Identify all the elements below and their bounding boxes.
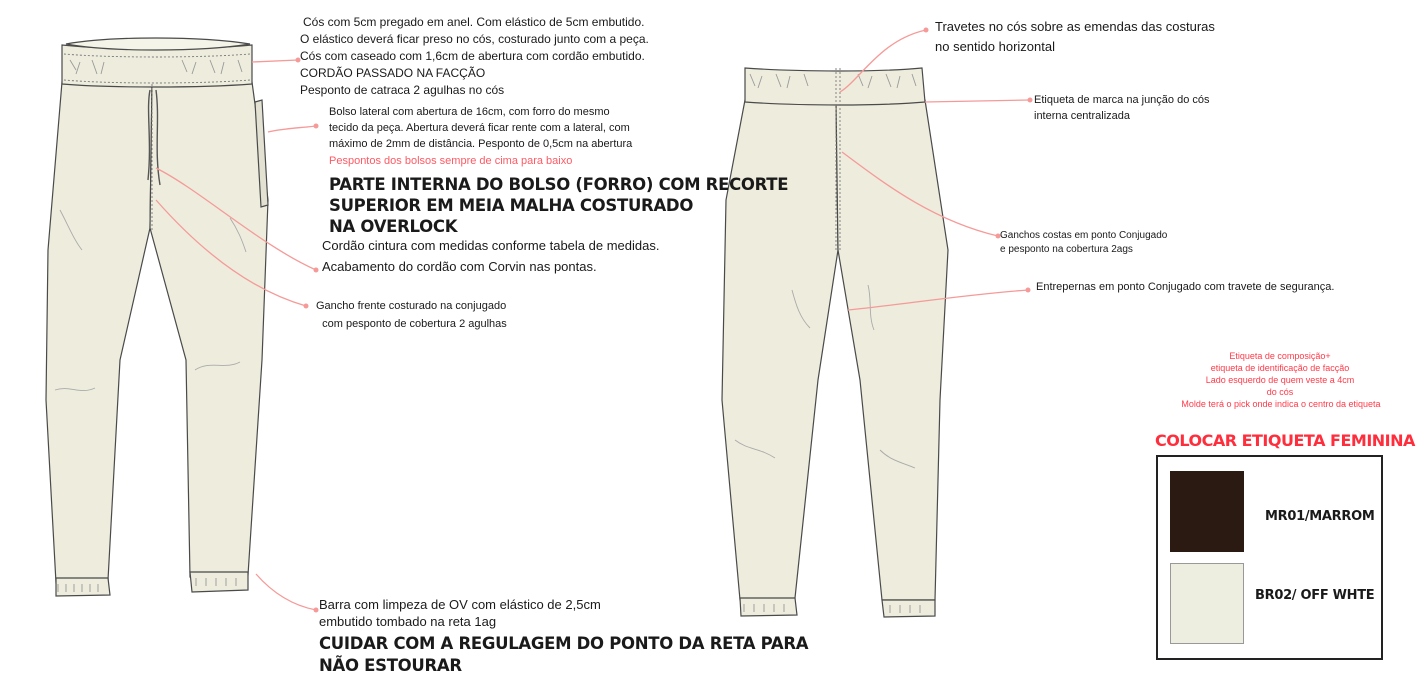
- note-ganchos-costas-1: Ganchos costas em ponto Conjugado: [1000, 230, 1168, 241]
- note-ganchos-costas-2: e pesponto na cobertura 2ags: [1000, 244, 1133, 255]
- note-waistband-2: O elástico deverá ficar preso no cós, costurado junto com a peça.: [300, 32, 649, 46]
- label-spec-5: Molde terá o pick onde indica o centro da etiqueta: [1181, 399, 1381, 409]
- back-waistband: [745, 68, 925, 105]
- swatch-marrom-label: MR01/MARROM: [1265, 509, 1375, 524]
- note-pocket-bold-1: PARTE INTERNA DO BOLSO (FORRO) COM RECORTE: [329, 175, 789, 194]
- label-spec-4: do cós: [1266, 387, 1294, 397]
- front-left-leg: [46, 82, 152, 583]
- front-left-cuff: [56, 578, 110, 596]
- label-spec-3: Lado esquerdo de quem veste a 4cm: [1205, 375, 1355, 385]
- note-etiqueta-2: interna centralizada: [1034, 110, 1131, 122]
- note-travetes-1: Travetes no cós sobre as emendas das costuras: [935, 19, 1215, 34]
- swatch-off-white-label: BR02/ OFF WHTE: [1255, 588, 1375, 603]
- swatch-off-white: [1170, 563, 1244, 644]
- note-pocket-1: Bolso lateral com abertura de 16cm, com forro do mesmo: [329, 106, 610, 118]
- note-waistband-5: Pesponto de catraca 2 agulhas no cós: [300, 83, 505, 97]
- note-pocket-3: máximo de 2mm de distância. Pesponto de 0,5cm na abertura: [329, 138, 633, 150]
- note-waistband-4: CORDÃO PASSADO NA FACÇÃO: [300, 66, 486, 80]
- back-pants-drawing: [722, 68, 948, 617]
- note-pocket-2: tecido da peça. Abertura deverá ficar rente com a lateral, com: [329, 122, 630, 134]
- note-pocket-bold-3: NA OVERLOCK: [329, 217, 458, 236]
- label-heading: COLOCAR ETIQUETA FEMININA: [1155, 431, 1415, 450]
- note-gancho-2: com pesponto de cobertura 2 agulhas: [316, 318, 507, 330]
- front-right-cuff: [190, 572, 248, 592]
- note-travetes-2: no sentido horizontal: [935, 39, 1055, 54]
- note-entrepernas: Entrepernas em ponto Conjugado com travete de segurança.: [1036, 281, 1335, 293]
- swatch-marrom: [1170, 471, 1244, 552]
- note-hem-2: embutido tombado na reta 1ag: [319, 614, 497, 629]
- note-waistband-3: Cós com caseado com 1,6cm de abertura com cordão embutido.: [300, 49, 645, 63]
- note-hem-1: Barra com limpeza de OV com elástico de 2,5cm: [319, 597, 601, 612]
- note-hem-bold-1: CUIDAR COM A REGULAGEM DO PONTO DA RETA PARA: [319, 634, 809, 653]
- note-pocket-bold-2: SUPERIOR EM MEIA MALHA COSTURADO: [329, 196, 694, 215]
- back-right-leg: [836, 100, 948, 600]
- label-spec-2: etiqueta de identificação de facção: [1210, 363, 1350, 373]
- note-waistband-1: Cós com 5cm pregado em anel. Com elástico de 5cm embutido.: [303, 15, 645, 29]
- note-pocket-red: Pespontos dos bolsos sempre de cima para baixo: [329, 155, 573, 167]
- note-etiqueta-1: Etiqueta de marca na junção do cós: [1034, 94, 1210, 106]
- note-gancho-1: Gancho frente costurado na conjugado: [316, 300, 507, 312]
- label-spec-1: Etiqueta de composição+: [1229, 351, 1331, 361]
- front-right-leg: [150, 82, 268, 577]
- front-waistband: [62, 45, 252, 87]
- note-cord-2: Acabamento do cordão com Corvin nas pontas.: [322, 259, 597, 274]
- back-left-cuff: [740, 598, 797, 616]
- note-cord-1: Cordão cintura com medidas conforme tabela de medidas.: [322, 238, 660, 253]
- note-hem-bold-2: NÃO ESTOURAR: [319, 656, 462, 675]
